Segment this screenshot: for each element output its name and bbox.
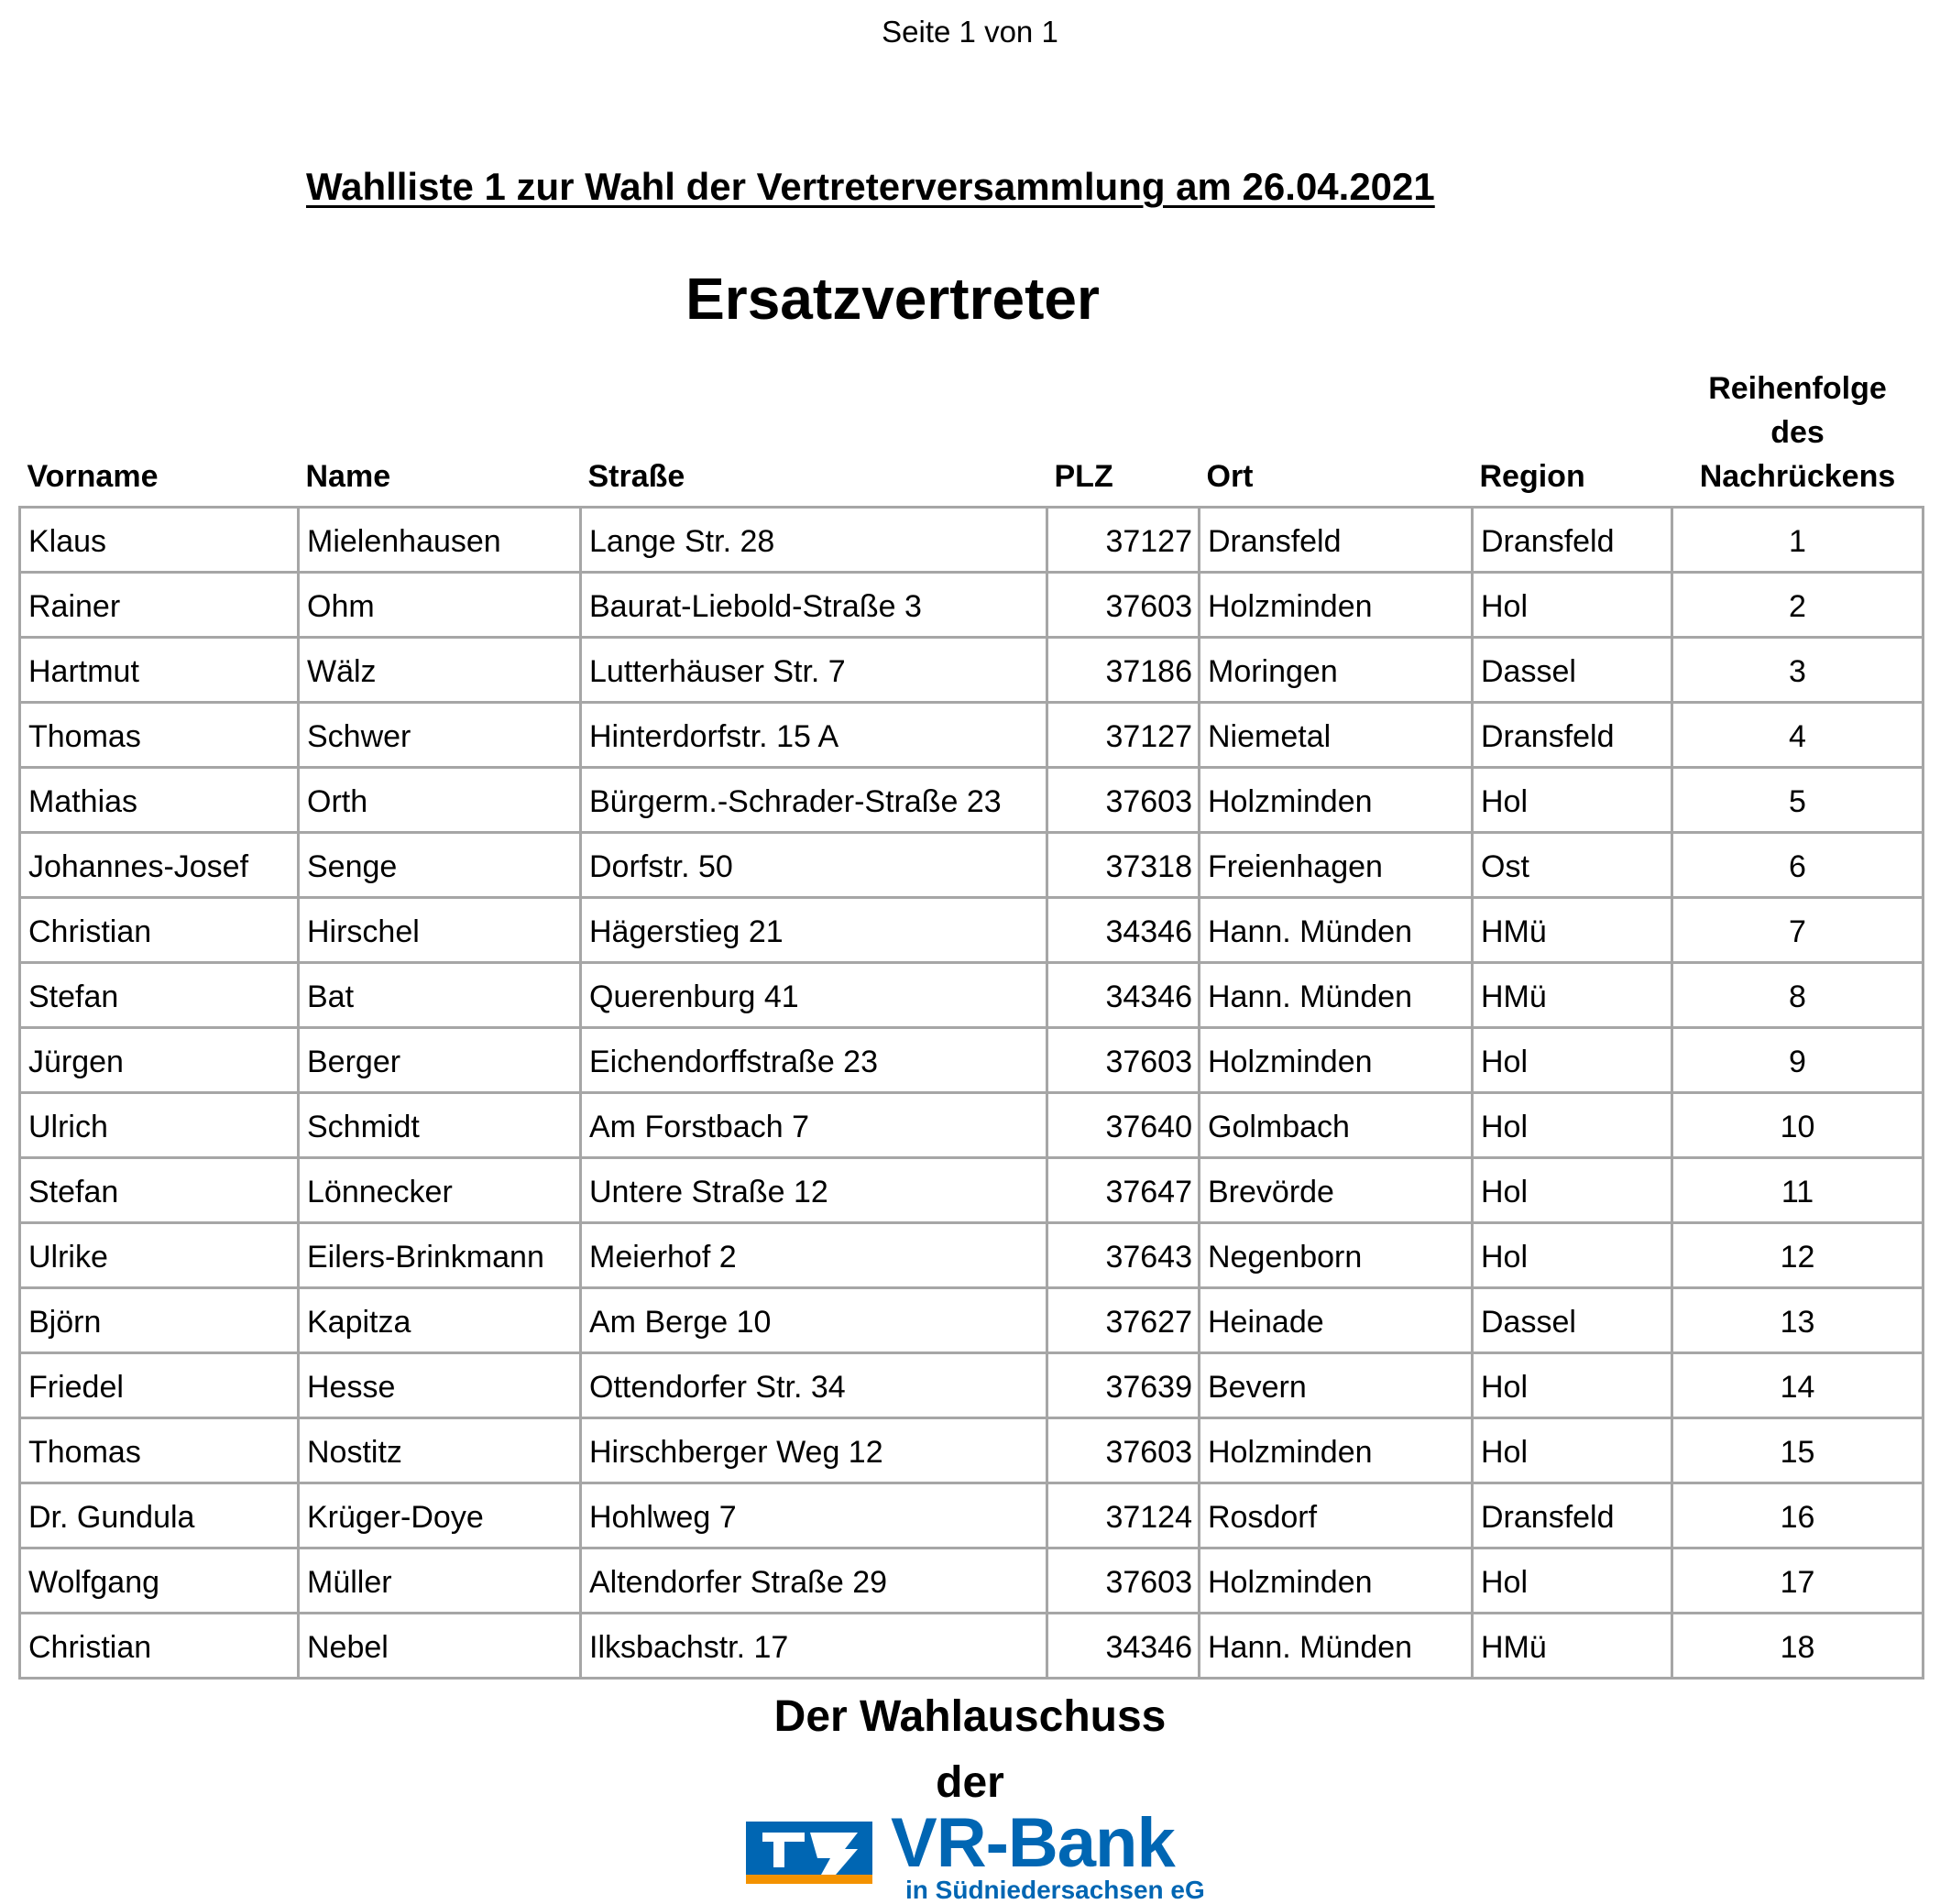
cell-strasse: Lange Str. 28 — [581, 508, 1047, 573]
header-reihenfolge: Reihenfolge des Nachrückens — [1699, 371, 1896, 494]
table-row — [20, 833, 1924, 898]
cell-name: Schmidt — [299, 1093, 581, 1158]
cell-strasse: Altendorfer Straße 29 — [581, 1548, 1047, 1614]
cell-strasse: Ilksbachstr. 17 — [581, 1614, 1047, 1679]
cell-region: Hol — [1473, 1093, 1672, 1158]
cell-strasse: Am Forstbach 7 — [581, 1093, 1047, 1158]
candidate-table — [18, 367, 1924, 1680]
cell-ort: Holzminden — [1200, 573, 1473, 638]
cell-vorname: Friedel — [20, 1353, 299, 1418]
cell-ort: Freienhagen — [1200, 833, 1473, 898]
cell-plz: 34346 — [1047, 898, 1200, 963]
cell-strasse: Baurat-Liebold-Straße 3 — [581, 573, 1047, 638]
table-row — [20, 768, 1924, 833]
cell-name: Nebel — [299, 1614, 581, 1679]
cell-reihenfolge: 5 — [1672, 768, 1924, 833]
cell-plz: 37640 — [1047, 1093, 1200, 1158]
cell-plz: 37186 — [1047, 638, 1200, 703]
cell-vorname: Ulrich — [20, 1093, 299, 1158]
cell-plz: 37124 — [1047, 1483, 1200, 1548]
cell-name: Eilers-Brinkmann — [299, 1223, 581, 1288]
cell-ort: Holzminden — [1200, 1028, 1473, 1093]
cell-name: Lönnecker — [299, 1158, 581, 1223]
cell-plz: 37603 — [1047, 1548, 1200, 1614]
cell-plz: 34346 — [1047, 963, 1200, 1028]
cell-reihenfolge: 7 — [1672, 898, 1924, 963]
cell-strasse: Meierhof 2 — [581, 1223, 1047, 1288]
cell-plz: 34346 — [1047, 1614, 1200, 1679]
cell-plz: 37639 — [1047, 1353, 1200, 1418]
footer-der: der — [936, 1758, 1004, 1807]
table-row — [20, 898, 1924, 963]
table-row — [20, 508, 1924, 573]
cell-strasse: Bürgerm.-Schrader-Straße 23 — [581, 768, 1047, 833]
cell-name: Ohm — [299, 573, 581, 638]
header-region: Region — [1479, 459, 1585, 494]
cell-strasse: Hohlweg 7 — [581, 1483, 1047, 1548]
cell-name: Kapitza — [299, 1288, 581, 1353]
cell-name: Wälz — [299, 638, 581, 703]
cell-plz: 37127 — [1047, 508, 1200, 573]
cell-name: Hesse — [299, 1353, 581, 1418]
bank-logo — [744, 1804, 1205, 1904]
cell-ort: Holzminden — [1200, 1548, 1473, 1614]
cell-ort: Brevörde — [1200, 1158, 1473, 1223]
cell-ort: Holzminden — [1200, 768, 1473, 833]
cell-strasse: Eichendorffstraße 23 — [581, 1028, 1047, 1093]
cell-name: Senge — [299, 833, 581, 898]
cell-name: Bat — [299, 963, 581, 1028]
cell-plz: 37603 — [1047, 573, 1200, 638]
cell-region: Hol — [1473, 1223, 1672, 1288]
cell-reihenfolge: 10 — [1672, 1093, 1924, 1158]
cell-reihenfolge: 2 — [1672, 573, 1924, 638]
cell-strasse: Hinterdorfstr. 15 A — [581, 703, 1047, 768]
cell-vorname: Ulrike — [20, 1223, 299, 1288]
cell-vorname: Christian — [20, 1614, 299, 1679]
header-vorname: Vorname — [27, 459, 159, 494]
footer-committee: Der Wahlauschuss — [773, 1692, 1167, 1741]
table-row — [20, 1223, 1924, 1288]
logo-subtitle: in Südniedersachsen eG — [905, 1876, 1205, 1904]
cell-ort: Rosdorf — [1200, 1483, 1473, 1548]
table-row — [20, 1418, 1924, 1483]
cell-vorname: Thomas — [20, 1418, 299, 1483]
cell-ort: Hann. Münden — [1200, 898, 1473, 963]
header-strasse: Straße — [587, 459, 685, 494]
cell-reihenfolge: 18 — [1672, 1614, 1924, 1679]
cell-ort: Heinade — [1200, 1288, 1473, 1353]
cell-plz: 37627 — [1047, 1288, 1200, 1353]
cell-reihenfolge: 14 — [1672, 1353, 1924, 1418]
page-number: Seite 1 von 1 — [882, 15, 1058, 49]
cell-vorname: Wolfgang — [20, 1548, 299, 1614]
cell-region: Hol — [1473, 1418, 1672, 1483]
cell-plz: 37643 — [1047, 1223, 1200, 1288]
table-row — [20, 1614, 1924, 1679]
cell-name: Mielenhausen — [299, 508, 581, 573]
cell-strasse: Dorfstr. 50 — [581, 833, 1047, 898]
cell-name: Orth — [299, 768, 581, 833]
cell-plz: 37603 — [1047, 768, 1200, 833]
cell-ort: Holzminden — [1200, 1418, 1473, 1483]
cell-strasse: Querenburg 41 — [581, 963, 1047, 1028]
cell-strasse: Ottendorfer Str. 34 — [581, 1353, 1047, 1418]
cell-region: Hol — [1473, 573, 1672, 638]
table-row — [20, 1093, 1924, 1158]
table-row — [20, 963, 1924, 1028]
cell-name: Hirschel — [299, 898, 581, 963]
cell-reihenfolge: 12 — [1672, 1223, 1924, 1288]
cell-strasse: Untere Straße 12 — [581, 1158, 1047, 1223]
cell-vorname: Christian — [20, 898, 299, 963]
cell-vorname: Stefan — [20, 963, 299, 1028]
cell-reihenfolge: 15 — [1672, 1418, 1924, 1483]
cell-region: Hol — [1473, 1353, 1672, 1418]
cell-region: Hol — [1473, 1028, 1672, 1093]
cell-plz: 37127 — [1047, 703, 1200, 768]
cell-vorname: Johannes-Josef — [20, 833, 299, 898]
cell-reihenfolge: 17 — [1672, 1548, 1924, 1614]
cell-ort: Niemetal — [1200, 703, 1473, 768]
cell-name: Berger — [299, 1028, 581, 1093]
cell-region: Hol — [1473, 1158, 1672, 1223]
table-row — [20, 1353, 1924, 1418]
table-row — [20, 1158, 1924, 1223]
document-title: Wahlliste 1 zur Wahl der Vertreterversammlung am 26.04.2021 — [306, 165, 1435, 208]
header-name: Name — [305, 459, 391, 494]
cell-strasse: Am Berge 10 — [581, 1288, 1047, 1353]
cell-vorname: Hartmut — [20, 638, 299, 703]
table-row — [20, 1548, 1924, 1614]
logo-name: VR-Bank — [891, 1804, 1175, 1882]
cell-region: Dassel — [1473, 638, 1672, 703]
cell-region: HMü — [1473, 963, 1672, 1028]
cell-region: Dassel — [1473, 1288, 1672, 1353]
cell-plz: 37603 — [1047, 1028, 1200, 1093]
cell-strasse: Hägerstieg 21 — [581, 898, 1047, 963]
cell-reihenfolge: 8 — [1672, 963, 1924, 1028]
header-row — [20, 367, 1924, 508]
cell-region: Ost — [1473, 833, 1672, 898]
cell-region: Hol — [1473, 768, 1672, 833]
cell-region: HMü — [1473, 1614, 1672, 1679]
cell-vorname: Thomas — [20, 703, 299, 768]
cell-name: Schwer — [299, 703, 581, 768]
cell-ort: Moringen — [1200, 638, 1473, 703]
cell-reihenfolge: 6 — [1672, 833, 1924, 898]
cell-plz: 37603 — [1047, 1418, 1200, 1483]
cell-ort: Dransfeld — [1200, 508, 1473, 573]
cell-reihenfolge: 4 — [1672, 703, 1924, 768]
cell-region: Dransfeld — [1473, 703, 1672, 768]
cell-reihenfolge: 13 — [1672, 1288, 1924, 1353]
cell-ort: Golmbach — [1200, 1093, 1473, 1158]
cell-ort: Negenborn — [1200, 1223, 1473, 1288]
header-ort: Ort — [1206, 459, 1254, 494]
cell-plz: 37647 — [1047, 1158, 1200, 1223]
cell-reihenfolge: 9 — [1672, 1028, 1924, 1093]
cell-plz: 37318 — [1047, 833, 1200, 898]
header-plz: PLZ — [1054, 459, 1113, 494]
cell-vorname: Mathias — [20, 768, 299, 833]
cell-name: Nostitz — [299, 1418, 581, 1483]
cell-ort: Bevern — [1200, 1353, 1473, 1418]
cell-ort: Hann. Münden — [1200, 1614, 1473, 1679]
table-row — [20, 1288, 1924, 1353]
table-row — [20, 1028, 1924, 1093]
cell-name: Müller — [299, 1548, 581, 1614]
document-subtitle: Ersatzvertreter — [685, 266, 1100, 332]
cell-vorname: Dr. Gundula — [20, 1483, 299, 1548]
cell-ort: Hann. Münden — [1200, 963, 1473, 1028]
cell-reihenfolge: 11 — [1672, 1158, 1924, 1223]
cell-reihenfolge: 1 — [1672, 508, 1924, 573]
cell-vorname: Jürgen — [20, 1028, 299, 1093]
cell-region: Hol — [1473, 1548, 1672, 1614]
table-row — [20, 1483, 1924, 1548]
cell-reihenfolge: 3 — [1672, 638, 1924, 703]
cell-reihenfolge: 16 — [1672, 1483, 1924, 1548]
cell-region: HMü — [1473, 898, 1672, 963]
table-row — [20, 573, 1924, 638]
volksbank-mark-icon — [746, 1822, 872, 1884]
cell-vorname: Björn — [20, 1288, 299, 1353]
table-row — [20, 638, 1924, 703]
cell-strasse: Hirschberger Weg 12 — [581, 1418, 1047, 1483]
cell-vorname: Klaus — [20, 508, 299, 573]
cell-vorname: Rainer — [20, 573, 299, 638]
cell-region: Dransfeld — [1473, 508, 1672, 573]
table-header — [20, 367, 1924, 508]
table-body — [20, 508, 1924, 1679]
cell-region: Dransfeld — [1473, 1483, 1672, 1548]
table-row — [20, 703, 1924, 768]
cell-strasse: Lutterhäuser Str. 7 — [581, 638, 1047, 703]
cell-vorname: Stefan — [20, 1158, 299, 1223]
cell-name: Krüger-Doye — [299, 1483, 581, 1548]
